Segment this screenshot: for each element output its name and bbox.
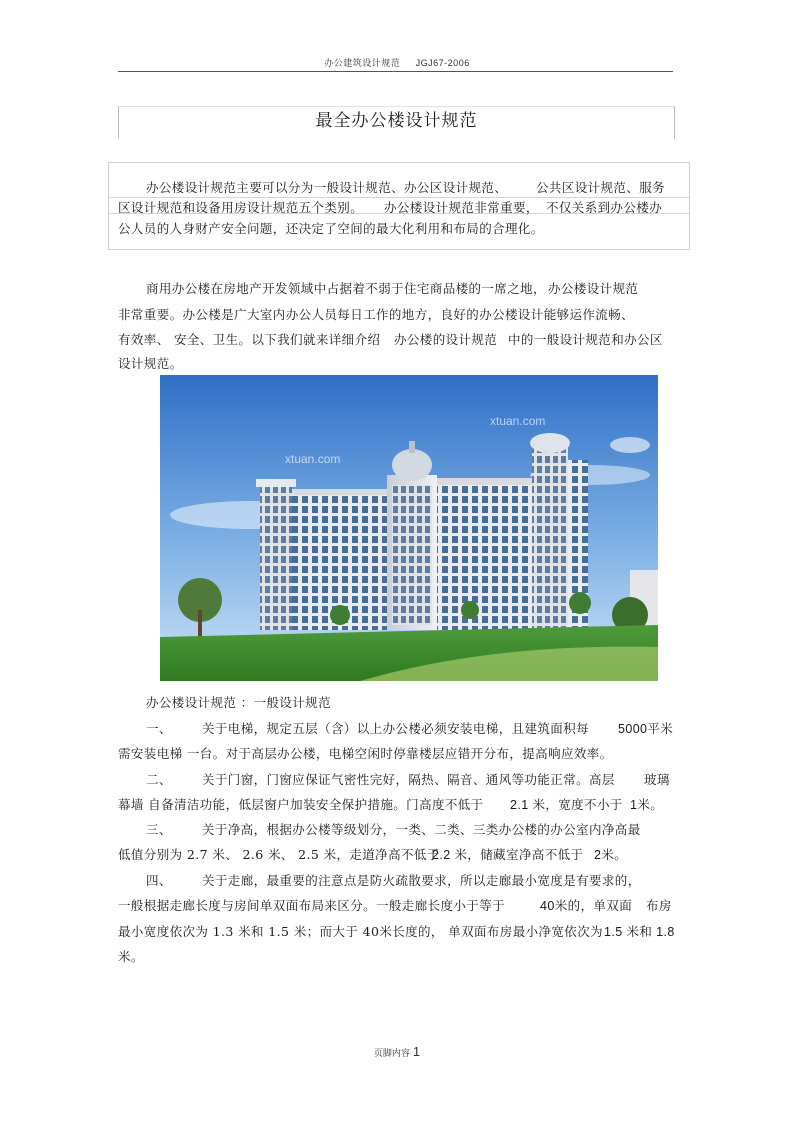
intro-text: 区设计规范和设备用房设计规范五个类别。 xyxy=(118,200,364,215)
page-number: 1 xyxy=(412,1044,421,1059)
item-text: 布房 xyxy=(646,898,672,913)
item-text: 最小宽度依次为 1.3 米和 1.5 米；而大于 40米长度的， 单双面布房最小净宽依次为 xyxy=(118,924,604,939)
intro-text: 不仅关系到办公楼办 xyxy=(546,200,663,215)
item-text: 2.1 米，宽度不小于 xyxy=(510,798,623,812)
building-photo xyxy=(160,375,658,681)
item-text: 关于净高，根据办公楼等级划分，一类、二类、三类办公楼的办公室内净高最 xyxy=(202,822,641,837)
intro-text: 办公楼设计规范非常重要， xyxy=(384,200,539,215)
header-code: JGJ67-2006 xyxy=(415,58,470,68)
body-text: 商用办公楼在房地产开发领域中占据着不弱于住宅商品楼的一席之地， xyxy=(146,281,546,296)
doc-title: 最全办公楼设计规范 xyxy=(315,111,478,131)
body-text: 非常重要。办公楼是广大室内办公人员每日工作的地方，良好的办公楼设计能够运作流畅、 xyxy=(118,307,635,322)
running-header xyxy=(0,56,794,69)
item-number: 二、 xyxy=(146,772,172,787)
building-illustration xyxy=(160,375,658,681)
footer-label: 页脚内容 xyxy=(373,1049,410,1059)
item-text: 低值分别为 2.7 米、 2.6 米、 2.5 米，走道净高不低于 xyxy=(118,847,440,862)
intro-text: 公共区设计规范、服务 xyxy=(536,180,666,195)
item-text: 40米的，单双面 xyxy=(540,899,633,913)
header-rule xyxy=(118,71,673,72)
body-text: 办公楼的设计规范 xyxy=(394,332,498,347)
item-text: 1米。 xyxy=(630,798,664,812)
item-number: 一、 xyxy=(146,721,172,736)
body-text: 有效率、 安全、卫生。以下我们就来详细介绍 xyxy=(118,332,381,347)
body-text: 设计规范。 xyxy=(118,356,183,371)
item-text: 关于电梯，规定五层（含）以上办公楼必须安装电梯，且建筑面积每 xyxy=(202,721,590,736)
body-text: 中的一般设计规范和办公区 xyxy=(508,332,663,347)
item-text: 关于走廊，最重要的注意点是防火疏散要求，所以走廊最小宽度是有要求的， xyxy=(202,873,641,888)
watermark-text: xtuan.com xyxy=(285,452,341,466)
item-text: 米。 xyxy=(118,949,144,964)
title-box xyxy=(118,106,675,139)
intro-text: 公人员的人身财产安全问题，还决定了空间的最大化利用和布局的合理化。 xyxy=(118,221,544,236)
item-text: 1.5 米和 1.8 xyxy=(604,925,675,939)
item-text: 一般根据走廊长度与房间单双面布局来区分。一般走廊长度小于等于 xyxy=(118,898,506,913)
section-heading: 办公楼设计规范 ：一般设计规范 xyxy=(146,695,331,710)
item-text: 2.2 米，储藏室净高不低于 xyxy=(432,848,584,862)
item-text: 玻璃 xyxy=(644,772,670,787)
item-text: 需安装电梯 一台。对于高层办公楼，电梯空闲时停靠楼层应错开分布，提高响应效率。 xyxy=(118,746,613,761)
body-text: 办公楼设计规范 xyxy=(548,281,639,296)
intro-text: 办公楼设计规范主要可以分为一般设计规范、办公区设计规范、 xyxy=(146,180,508,195)
watermark-text: xtuan.com xyxy=(490,414,546,428)
item-number: 三、 xyxy=(146,822,172,837)
item-text: 关于门窗，门窗应保证气密性完好，隔热、隔音、通风等功能正常。高层 xyxy=(202,772,615,787)
header-title: 办公建筑设计规范 xyxy=(324,59,401,69)
item-number: 四、 xyxy=(146,873,172,888)
item-text: 5000平米 xyxy=(618,722,674,736)
item-text: 幕墙 自备清洁功能，低层窗户加装安全保护措施。门高度不低于 xyxy=(118,797,484,812)
page-footer xyxy=(0,1044,794,1059)
item-text: 2米。 xyxy=(594,848,628,862)
